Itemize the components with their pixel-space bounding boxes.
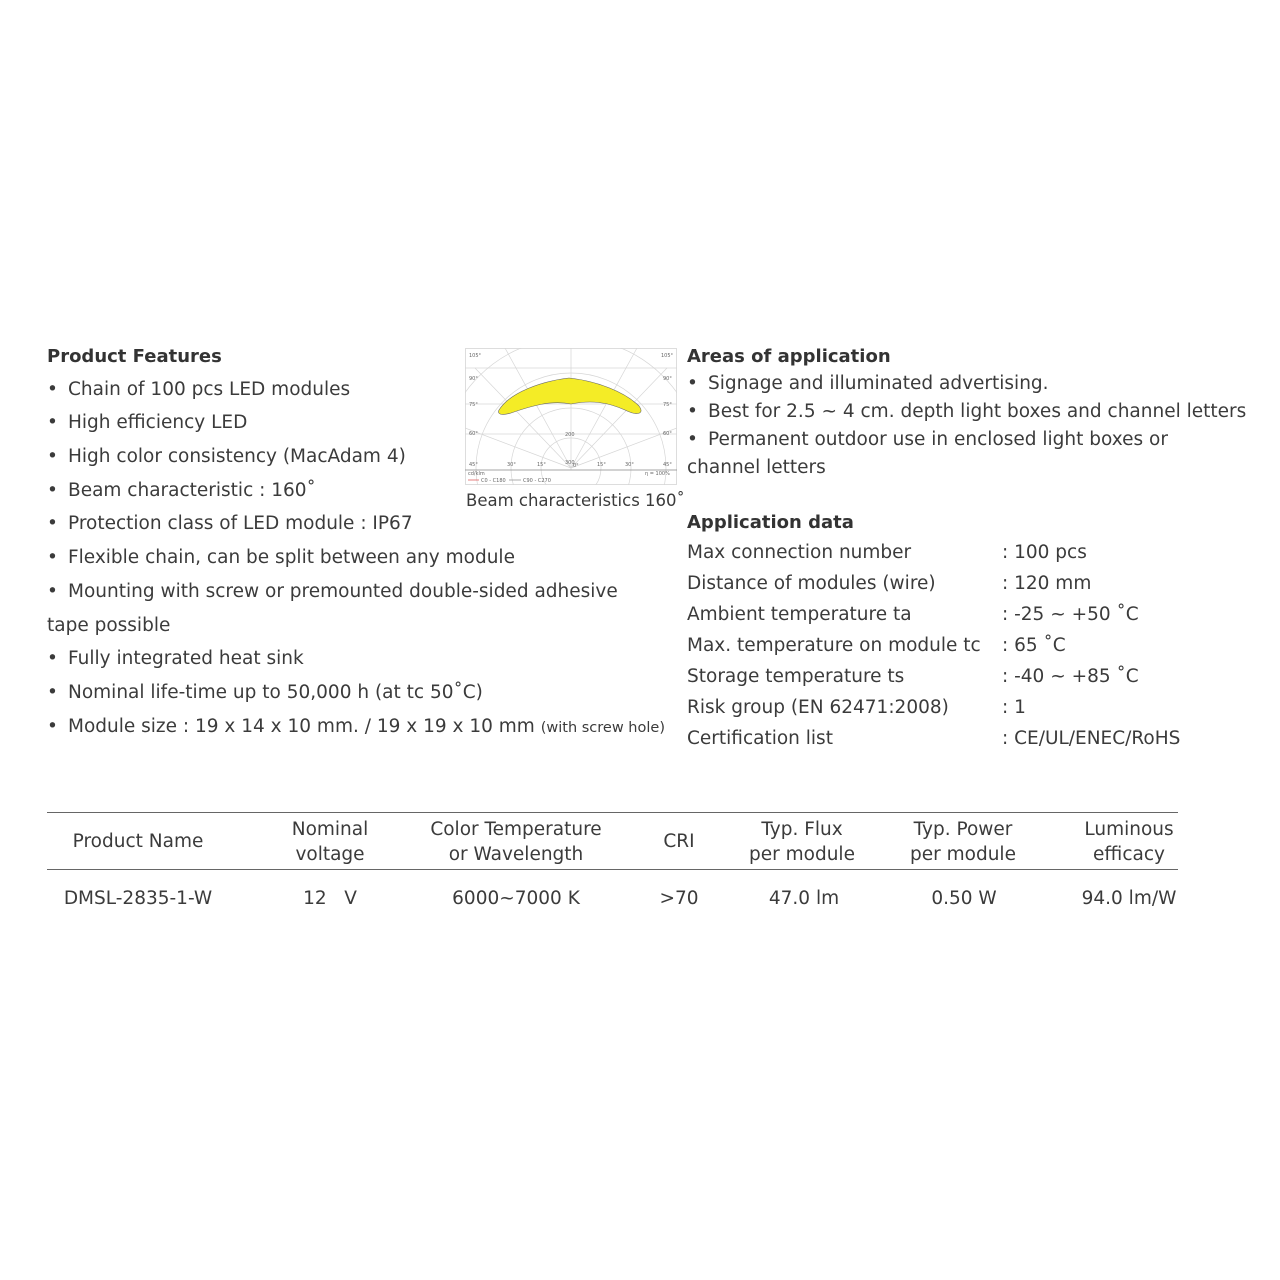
legend-label: C90 - C270 — [523, 478, 551, 484]
table-cell-cri: >70 — [659, 888, 699, 909]
area-item: • Signage and illuminated advertising. — [687, 373, 1049, 394]
table-cell-color-temperature: 6000~7000 K — [452, 888, 580, 909]
angle-label: 90° — [469, 376, 478, 382]
product-features-title: Product Features — [47, 346, 222, 367]
feature-item: • Chain of 100 pcs LED modules — [47, 379, 351, 400]
table-cell-product-name: DMSL-2835-1-W — [63, 888, 213, 909]
table-header-efficacy: Luminous efficacy — [1084, 819, 1174, 865]
radial-label: 300 — [565, 460, 575, 466]
table-header-flux: Typ. Flux per module — [749, 819, 855, 865]
table-cell-efficacy: 94.0 lm/W — [1081, 888, 1177, 909]
table-header-cri: CRI — [663, 831, 695, 852]
angle-label: 45° — [469, 462, 478, 468]
feature-item: • Fully integrated heat sink — [47, 648, 304, 669]
app-data-value: : 1 — [1002, 697, 1026, 718]
area-item: • Permanent outdoor use in enclosed light boxes or — [687, 429, 1168, 450]
table-cell-power: 0.50 W — [931, 888, 997, 909]
angle-label: 45° — [663, 462, 672, 468]
table-header-product-name: Product Name — [72, 831, 204, 852]
beam-polar-chart — [465, 348, 677, 485]
angle-label: 15° — [537, 462, 546, 468]
app-data-label: Max connection number — [687, 542, 912, 563]
feature-item: • Module size : 19 x 14 x 10 mm. / 19 x 19 x 10 mm (with screw hole) — [47, 716, 665, 737]
angle-label: 15° — [597, 462, 606, 468]
angle-label: 60° — [469, 431, 478, 437]
app-data-label: Risk group (EN 62471:2008) — [687, 697, 949, 718]
app-data-value: : CE/UL/ENEC/RoHS — [1002, 728, 1181, 749]
angle-label: 75° — [469, 402, 478, 408]
legend-label: C0 - C180 — [481, 478, 506, 484]
feature-item: • Mounting with screw or premounted double-sided adhesive — [47, 581, 618, 602]
feature-item: • High color consistency (MacAdam 4) — [47, 446, 406, 467]
app-data-value: : -40 ~ +85 ˚C — [1002, 666, 1139, 687]
angle-label: 30° — [625, 462, 634, 468]
areas-of-application-title: Areas of application — [687, 346, 891, 367]
app-data-value: : 65 ˚C — [1002, 635, 1066, 656]
angle-label: 105° — [661, 353, 674, 359]
feature-item: • High efficiency LED — [47, 412, 248, 433]
table-cell-voltage: 12 V — [303, 888, 357, 909]
app-data-label: Certification list — [687, 728, 833, 749]
efficiency-label: η = 100% — [645, 471, 670, 477]
feature-item: • Protection class of LED module : IP67 — [47, 513, 413, 534]
feature-item: • Beam characteristic : 160˚ — [47, 480, 316, 501]
angle-label: 60° — [663, 431, 672, 437]
area-item-continuation: channel letters — [687, 457, 826, 478]
table-header-nominal-voltage: Nominal voltage — [291, 819, 369, 865]
angle-label: 30° — [507, 462, 516, 468]
unit-label: cd/klm — [468, 471, 485, 477]
module-size-note: (with screw hole) — [540, 720, 665, 736]
angle-label: 0° — [573, 463, 579, 469]
table-cell-flux: 47.0 lm — [768, 888, 840, 909]
angle-label: 90° — [663, 376, 672, 382]
app-data-label: Ambient temperature ta — [687, 604, 912, 625]
app-data-label: Distance of modules (wire) — [687, 573, 936, 594]
feature-item-continuation: tape possible — [47, 615, 171, 636]
app-data-value: : 100 pcs — [1002, 542, 1087, 563]
app-data-value: : 120 mm — [1002, 573, 1092, 594]
app-data-label: Storage temperature ts — [687, 666, 905, 687]
radial-label: 200 — [565, 432, 575, 438]
table-header-power: Typ. Power per module — [910, 819, 1016, 865]
angle-label: 105° — [469, 353, 482, 359]
area-item: • Best for 2.5 ~ 4 cm. depth light boxes and channel letters — [687, 401, 1247, 422]
angle-label: 75° — [663, 402, 672, 408]
app-data-value: : -25 ~ +50 ˚C — [1002, 604, 1139, 625]
feature-item: • Flexible chain, can be split between any module — [47, 547, 515, 568]
beam-chart-caption: Beam characteristics 160˚ — [466, 491, 685, 510]
table-top-rule — [47, 812, 1178, 813]
feature-item: • Nominal life-time up to 50,000 h (at tc 50˚C) — [47, 682, 483, 703]
app-data-label: Max. temperature on module tc — [687, 635, 981, 656]
application-data-title: Application data — [687, 512, 854, 533]
table-header-color-temperature: Color Temperature or Wavelength — [430, 819, 602, 865]
table-header-rule — [47, 869, 1178, 870]
